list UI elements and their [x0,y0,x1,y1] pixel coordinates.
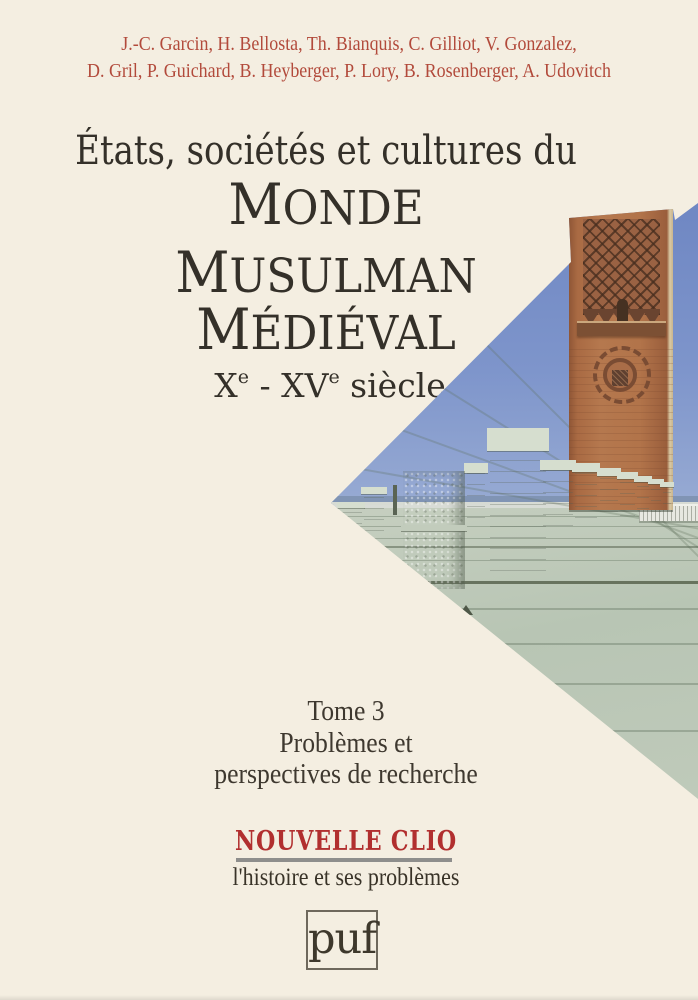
paving-line [331,643,698,645]
collection-rule [236,858,452,862]
tower-arch-panel [590,344,654,406]
column [663,482,671,512]
column [340,502,362,540]
column-stump [393,485,397,515]
paving-line [331,683,698,685]
tall-column [490,428,546,580]
collection-tagline: l'histoire et ses problèmes [232,864,460,891]
authors-line-1: J.-C. Garcin, H. Bellosta, Th. Bianquis, C. Gilliot, V. Gonzalez, [121,34,577,55]
subtitle-tail: siècle [339,366,446,405]
ruined-pier-ledge [401,525,467,531]
column [364,487,384,533]
collection-name: NOUVELLE CLIO [234,826,458,857]
column [467,463,485,527]
tome-number: Tome 3 [307,696,385,727]
page-bottom-edge [0,995,698,1000]
ordinal-sup: e [237,366,249,388]
title-initial: M [196,297,251,363]
arch-lattice-core [612,370,628,386]
paving-line [331,608,698,610]
column [600,468,618,520]
tower-balcony-band [577,321,666,336]
title-initial: M [175,240,230,306]
authors-line-2: D. Gril, P. Guichard, B. Heyberger, P. Lory, B. Rosenberger, A. Udovitch [87,61,611,82]
title-initial: M [228,172,283,238]
century-to: XV [281,366,329,405]
title-rest: USULMAN [229,249,477,304]
title-rest: ÉDIÉVAL [250,306,456,361]
tome-subtitle-1: Problèmes et [279,727,413,759]
title-rest: ONDE [282,181,424,236]
column [543,460,573,527]
title-word-monde [23,172,629,238]
century-from: X [214,366,238,405]
ordinal-sup: e [328,366,340,388]
authors-block [28,31,670,85]
title-intro: États, sociétés et cultures du [75,128,577,174]
column [575,463,597,523]
publisher-logo: puf [308,914,377,964]
separator: - [248,366,282,405]
paving-drain-line [331,581,698,584]
tome-block [35,696,658,791]
publisher-logo-box [306,910,378,970]
tome-subtitle-2: perspectives de recherche [214,759,478,790]
column [620,472,635,518]
